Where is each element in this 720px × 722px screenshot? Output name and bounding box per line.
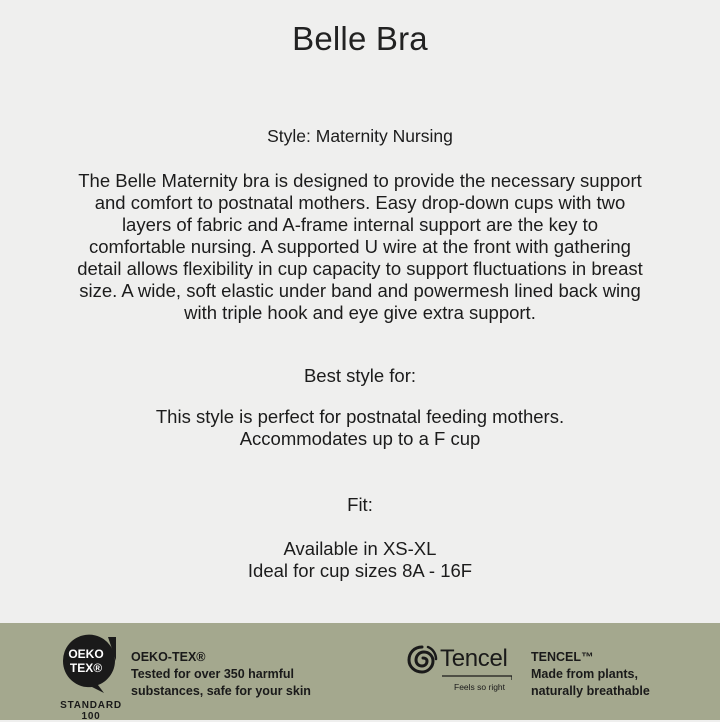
fit-text bbox=[40, 538, 680, 582]
tencel-heading: TENCEL™ bbox=[531, 650, 594, 664]
description-line: with triple hook and eye give extra support. bbox=[184, 302, 536, 323]
oeko-badge-line1: OEKO bbox=[68, 647, 104, 661]
oeko-tex-logo bbox=[58, 631, 128, 722]
description-line: and comfort to postnatal mothers. Easy drop-down cups with two bbox=[94, 192, 626, 213]
page-title: Belle Bra bbox=[292, 20, 428, 57]
tencel-logo bbox=[406, 643, 521, 698]
oeko-badge-line2: TEX® bbox=[69, 661, 103, 675]
fit-label: Fit: bbox=[347, 494, 373, 515]
tencel-underline bbox=[442, 675, 512, 681]
oeko-tex-info bbox=[131, 649, 311, 700]
tencel-line: naturally breathable bbox=[531, 684, 650, 698]
fit-line: Available in XS-XL bbox=[283, 538, 437, 559]
tencel-line: Made from plants, bbox=[531, 667, 638, 681]
style-line: Style: Maternity Nursing bbox=[267, 126, 453, 146]
best-style-text bbox=[40, 406, 680, 450]
product-description bbox=[40, 170, 680, 324]
oeko-standard-line1: STANDARD bbox=[60, 700, 122, 711]
oeko-line: substances, safe for your skin bbox=[131, 684, 311, 698]
description-line: size. A wide, soft elastic under band and powermesh lined back wing bbox=[79, 280, 641, 301]
fit-line: Ideal for cup sizes 8A - 16F bbox=[247, 560, 473, 581]
tencel-info bbox=[531, 649, 650, 700]
tencel-tagline: Feels so right bbox=[454, 682, 506, 692]
best-style-line: This style is perfect for postnatal feeding mothers. bbox=[155, 406, 565, 427]
tencel-swirl-icon bbox=[406, 643, 438, 677]
oeko-standard-line2: 100 bbox=[81, 711, 101, 722]
tencel-wordmark: Tencel bbox=[440, 645, 508, 672]
description-line: layers of fabric and A-frame internal support are the key to bbox=[121, 214, 599, 235]
best-style-line: Accommodates up to a F cup bbox=[239, 428, 481, 449]
oeko-heading: OEKO-TEX® bbox=[131, 650, 206, 664]
best-style-label: Best style for: bbox=[303, 365, 417, 386]
certification-footer bbox=[0, 623, 720, 720]
description-line: comfortable nursing. A supported U wire at the front with gathering bbox=[89, 236, 631, 257]
description-line: The Belle Maternity bra is designed to provide the necessary support bbox=[78, 170, 642, 191]
description-line: detail allows flexibility in cup capacity to support fluctuations in breast bbox=[77, 258, 643, 279]
oeko-standard bbox=[58, 700, 124, 722]
oeko-line: Tested for over 350 harmful bbox=[131, 667, 295, 681]
